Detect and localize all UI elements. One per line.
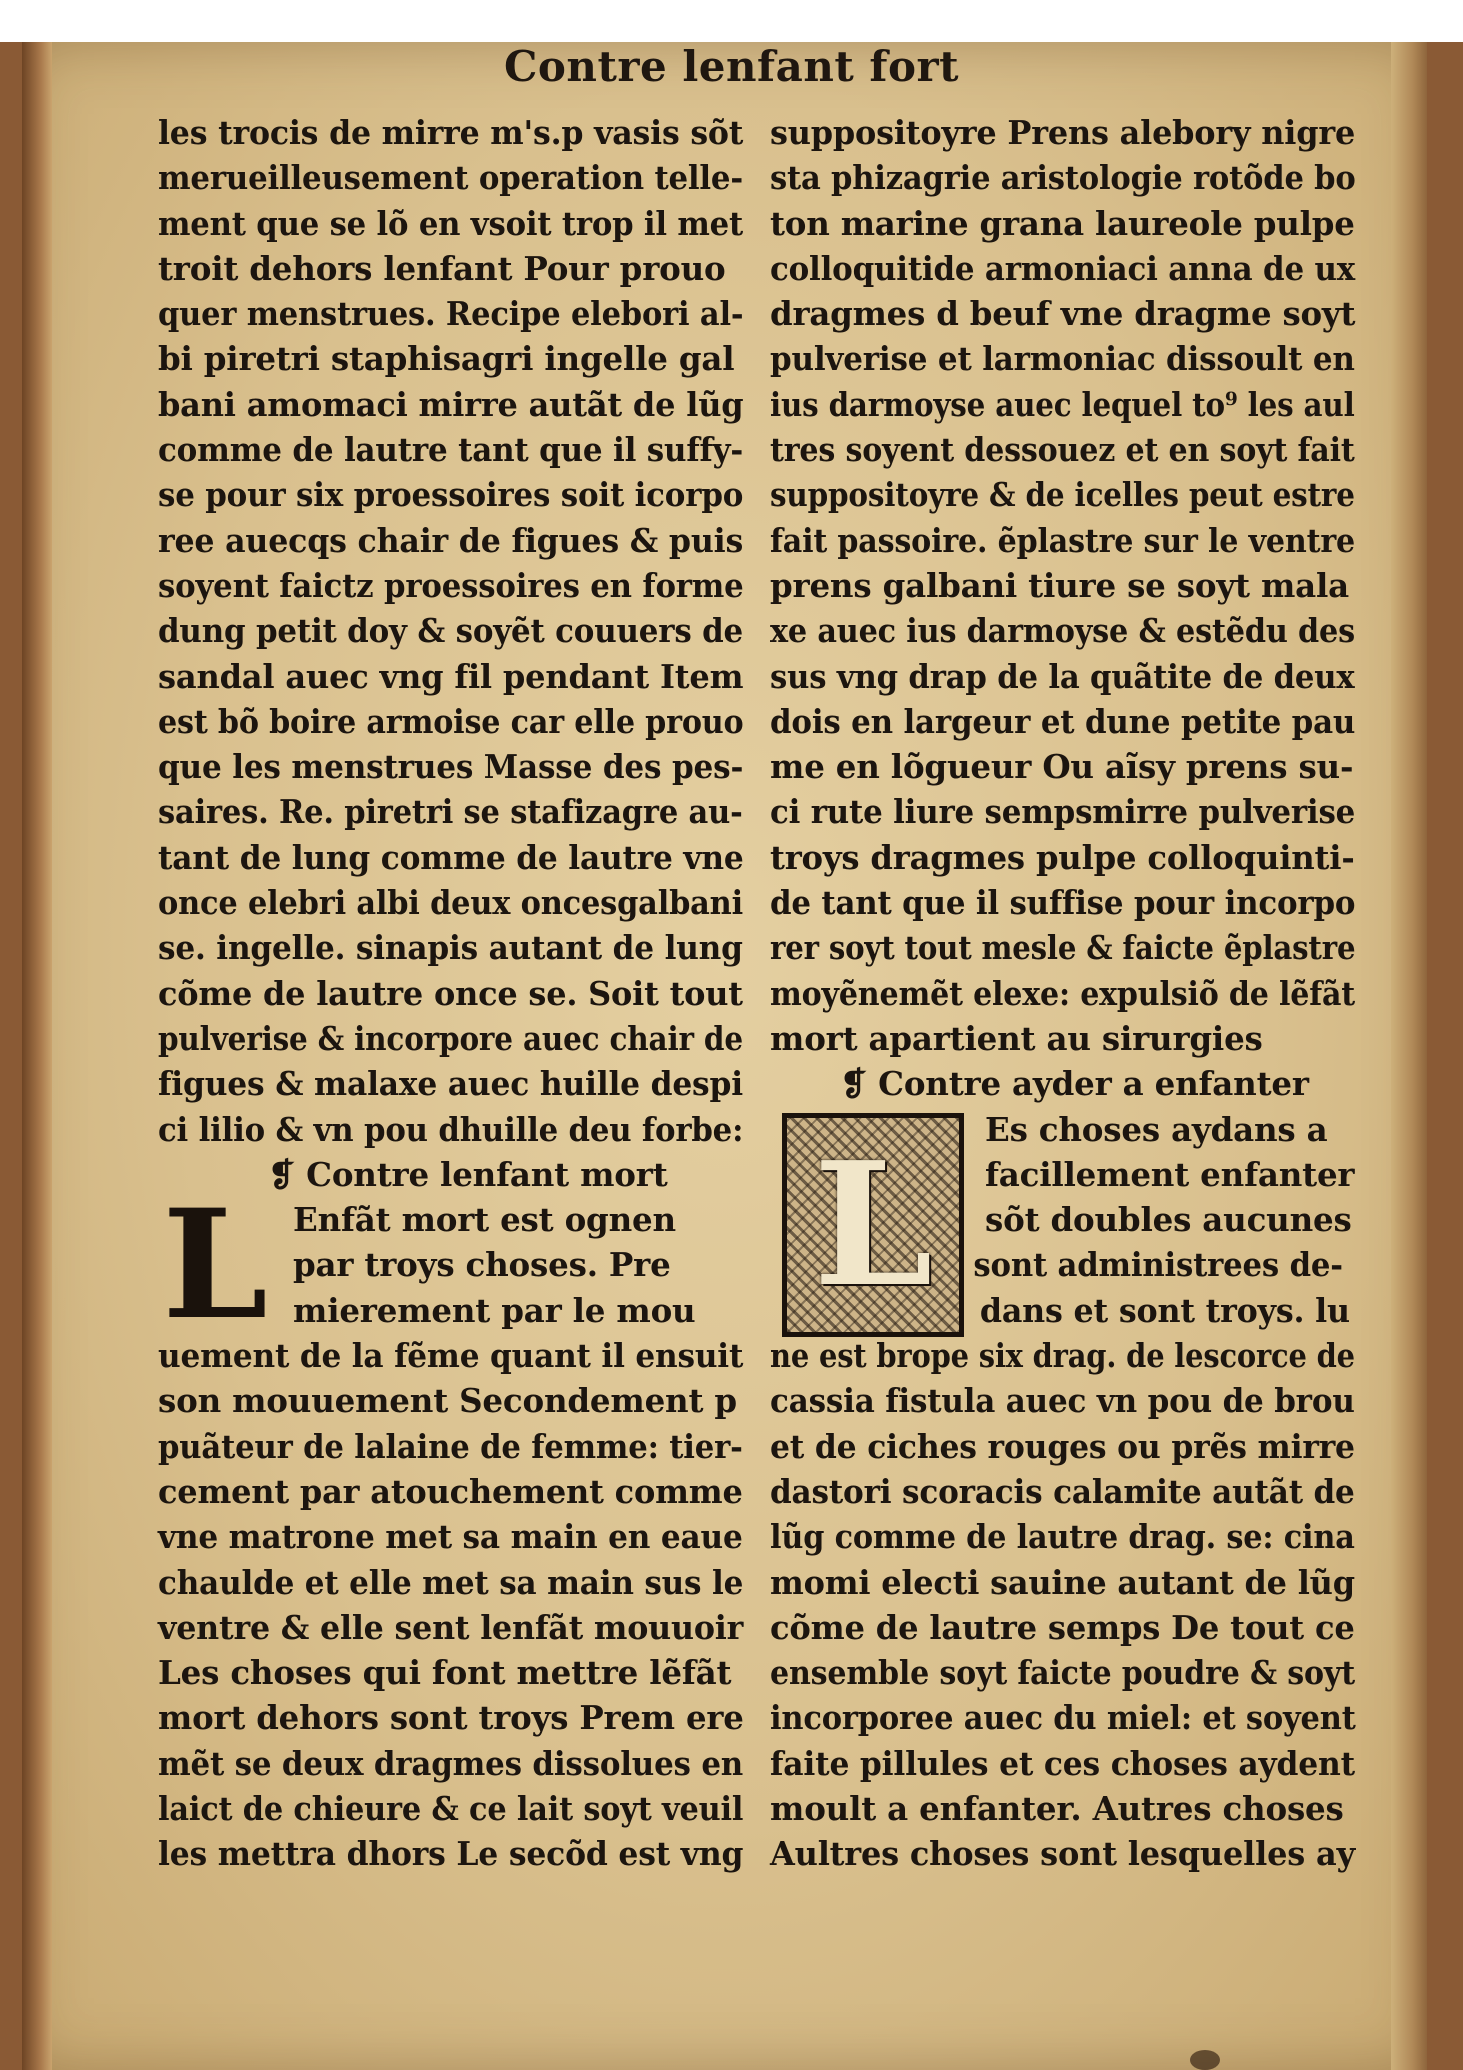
text-line: uement de la fẽme quant il ensuit [158, 1336, 744, 1376]
text-line: bani amomaci mirre autãt de lũg [158, 384, 744, 424]
right-rubric-text: Contre ayder a enfanter [878, 1064, 1309, 1104]
text-line: dung petit doy & soyẽt couuers de [158, 611, 744, 651]
text-line: facillement enfanter [985, 1154, 1355, 1194]
text-line: cassia fistula auec vn pou de brou [770, 1381, 1355, 1421]
text-line: colloquitide armoniaci anna de ux [770, 248, 1356, 288]
text-line: que les menstrues Masse des pes- [158, 747, 744, 787]
drop-cap-initial: L [162, 1177, 268, 1354]
text-line: ne est brope six drag. de lescorce de [770, 1336, 1355, 1376]
text-line: sus vng drap de la quãtite de deux [770, 656, 1355, 696]
text-line: dragmes d beuf vne dragme soyt [770, 294, 1356, 334]
text-line: ment que se lõ en vsoit trop il met [158, 203, 744, 243]
text-line: se. ingelle. sinapis autant de lung [158, 928, 743, 968]
text-line: par troys choses. Pre [293, 1245, 671, 1285]
text-line: bi piretri staphisagri ingelle gal [158, 339, 735, 379]
text-line: est bõ boire armoise car elle prouo [158, 701, 744, 741]
running-header: Contre lenfant fort [503, 42, 959, 91]
text-line: incorporee auec du miel: et soyent [770, 1698, 1356, 1738]
text-line: dastori scoracis calamite autãt de [770, 1471, 1355, 1511]
text-line: prens galbani tiure se soyt mala [770, 565, 1349, 605]
text-line: moult a enfanter. Autres choses [770, 1788, 1344, 1828]
text-line: xe auec ius darmoyse & estẽdu des [770, 611, 1355, 651]
right-drop-cap-block [770, 1107, 1355, 1333]
text-line: Enfãt mort est ognen [293, 1200, 676, 1240]
text-line: figues & malaxe auec huille despi [158, 1064, 743, 1104]
text-line: troys dragmes pulpe colloquinti- [770, 837, 1355, 877]
text-line: son mouuement Secondement p [158, 1381, 737, 1421]
text-line: sõt doubles aucunes [985, 1200, 1352, 1240]
text-line: suppositoyre Prens alebory nigre [770, 113, 1356, 152]
text-line: ree auecqs chair de figues & puis [158, 520, 744, 560]
text-line: se pour six proessoires soit icorpo [158, 475, 744, 515]
text-line: soyent faictz proessoires en forme [158, 565, 744, 605]
text-line: dans et sont troys. lu [979, 1290, 1350, 1330]
text-line: ci rute liure sempsmirre pulverise [770, 792, 1356, 832]
text-line: sta phizagrie aristologie rotõde bo [770, 158, 1356, 198]
text-line: les mettra dhors Le secõd est vng [158, 1834, 744, 1874]
text-line: ensemble soyt faicte poudre & soyt [770, 1653, 1355, 1693]
text-line: cement par atouchement comme [158, 1471, 743, 1511]
text-line: ton marine grana laureole pulpe [770, 203, 1355, 243]
text-line: once elebri albi deux oncesgalbani [158, 883, 743, 923]
text-line: mort apartient au sirurgies [770, 1018, 1263, 1058]
text-line: sandal auec vng fil pendant Item [158, 656, 744, 696]
left-drop-lines [158, 1177, 743, 1354]
text-line: dois en largeur et dune petite pau [770, 701, 1356, 741]
text-line: Les choses qui font mettre lẽfãt [158, 1653, 732, 1693]
text-line: ius darmoyse auec lequel to⁹ les aul [770, 384, 1355, 424]
binding-edge [22, 42, 52, 2070]
text-line: me en lõgueur Ou aĩsy prens su- [770, 747, 1354, 787]
text-line: saires. Re. piretri se stafizagre au- [158, 792, 743, 832]
text-line: tant de lung comme de lautre vne [158, 837, 744, 877]
right-section-rubric: ❡ Contre ayder a enfanter [840, 1064, 1309, 1104]
left-text-block [158, 110, 743, 1152]
text-line: ventre & elle sent lenfãt mouuoir [158, 1607, 744, 1647]
right-drop-lines [770, 1107, 1355, 1333]
text-line: comme de lautre tant que il suffy- [158, 430, 744, 470]
text-line: pulverise et larmoniac dissoult en [770, 339, 1355, 379]
text-line: momi electi sauine autant de lũg [770, 1562, 1355, 1602]
text-line: quer menstrues. Recipe elebori al- [158, 294, 744, 334]
text-line: chaulde et elle met sa main sus le [158, 1562, 744, 1602]
ink-stain [1190, 2050, 1220, 2070]
text-line: sont administrees de- [973, 1245, 1343, 1285]
text-line: de tant que il suffise pour incorpo [770, 883, 1356, 923]
left-drop-cap-block [158, 1177, 743, 1354]
text-line: puãteur de lalaine de femme: tier- [158, 1426, 743, 1466]
text-line: mort dehors sont troys Prem ere [158, 1698, 744, 1738]
woodcut-initial-letter: L [813, 1124, 933, 1325]
right-column [770, 110, 1355, 1877]
text-line: mierement par le mou [293, 1290, 696, 1330]
right-text-block [770, 110, 1355, 1061]
left-section-rubric: ❡ Contre lenfant mort [268, 1154, 668, 1194]
text-line: troit dehors lenfant Pour prouo [158, 248, 726, 288]
right-text-block-2 [770, 1333, 1355, 1877]
text-line: ci lilio & vn pou dhuille deu forbe: [158, 1109, 744, 1149]
text-line: et de ciches rouges ou prẽs mirre [770, 1426, 1355, 1466]
text-line: vne matrone met sa main en eaue [158, 1517, 743, 1557]
text-line: cõme de lautre semps De tout ce [770, 1607, 1355, 1647]
text-line: tres soyent dessouez et en soyt fait [770, 430, 1355, 470]
text-line: moyẽnemẽt elexe: expulsiõ de lẽfãt [770, 973, 1356, 1013]
text-line: laict de chieure & ce lait soyt veuil [158, 1788, 744, 1828]
text-line: mẽt se deux dragmes dissolues en [158, 1743, 744, 1783]
text-line: merueilleusement operation telle- [158, 158, 743, 198]
left-rubric-text: Contre lenfant mort [306, 1154, 668, 1194]
text-line: Aultres choses sont lesquelles ay [770, 1834, 1355, 1874]
text-line: les trocis de mirre m's.p vasis sõt [158, 113, 744, 152]
text-line: fait passoire. ẽplastre sur le ventre [770, 520, 1356, 560]
text-line: rer soyt tout mesle & faicte ẽplastre [770, 928, 1356, 968]
text-line: faite pillules et ces choses aydent [770, 1743, 1355, 1783]
text-line: Es choses aydans a [985, 1109, 1328, 1149]
left-column [158, 110, 743, 1877]
text-line: lũg comme de lautre drag. se: cina [770, 1517, 1355, 1557]
page-edge [1391, 42, 1427, 2070]
left-text-block-2 [158, 1333, 743, 1877]
text-line: cõme de lautre once se. Soit tout [158, 973, 743, 1013]
text-line: suppositoyre & de icelles peut estre [770, 475, 1355, 515]
text-line: pulverise & incorpore auec chair de [158, 1018, 743, 1058]
